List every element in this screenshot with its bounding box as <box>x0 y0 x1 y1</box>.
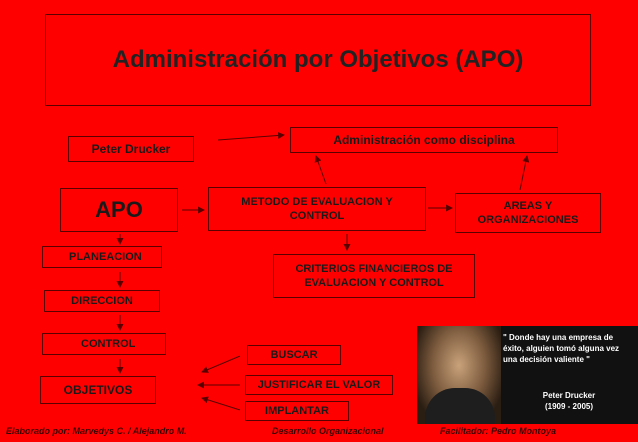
footer-course: Desarrollo Organizacional <box>272 426 384 436</box>
node-metodo-evaluacion: METODO DE EVALUACION Y CONTROL <box>208 187 426 231</box>
node-objetivos: OBJETIVOS <box>40 376 156 404</box>
node-buscar: BUSCAR <box>247 345 341 365</box>
node-criterios-financieros: CRITERIOS FINANCIEROS DE EVALUACION Y CONTROL <box>273 254 475 298</box>
node-planeacion: PLANEACION <box>42 246 162 268</box>
arrow-metodo-to-disciplina-left <box>316 156 326 184</box>
peter-drucker-photo <box>417 326 638 424</box>
quote-author: Peter Drucker <box>542 391 596 400</box>
node-peter-drucker: Peter Drucker <box>68 136 194 162</box>
node-implantar: IMPLANTAR <box>245 401 349 421</box>
drucker-quote: " Donde hay una empresa de éxito, alguien tomó alguna vez una decisión valiente " <box>503 333 620 364</box>
footer-facilitator: Facilitador: Pedro Montoya <box>440 426 557 436</box>
arrow-implantar-to-objetivos <box>202 398 240 410</box>
node-direccion: DIRECCION <box>44 290 160 312</box>
node-areas-organizaciones: AREAS Y ORGANIZACIONES <box>455 193 601 233</box>
arrow-drucker-to-disciplina <box>218 135 284 140</box>
arrow-areas-to-disciplina <box>520 156 527 190</box>
arrow-buscar-to-objetivos <box>202 356 240 372</box>
node-administracion-disciplina: Administración como disciplina <box>290 127 558 153</box>
node-justificar-valor: JUSTIFICAR EL VALOR <box>245 375 393 395</box>
quote-years: (1909 - 2005) <box>544 402 594 411</box>
diagram-title: Administración por Objetivos (APO) <box>45 14 591 106</box>
node-control: CONTROL <box>42 333 166 355</box>
footer-authors: Elaborado por: Marvedys C. / Alejandro M. <box>6 426 187 436</box>
quote-author-block <box>503 390 635 412</box>
node-apo: APO <box>60 188 178 232</box>
